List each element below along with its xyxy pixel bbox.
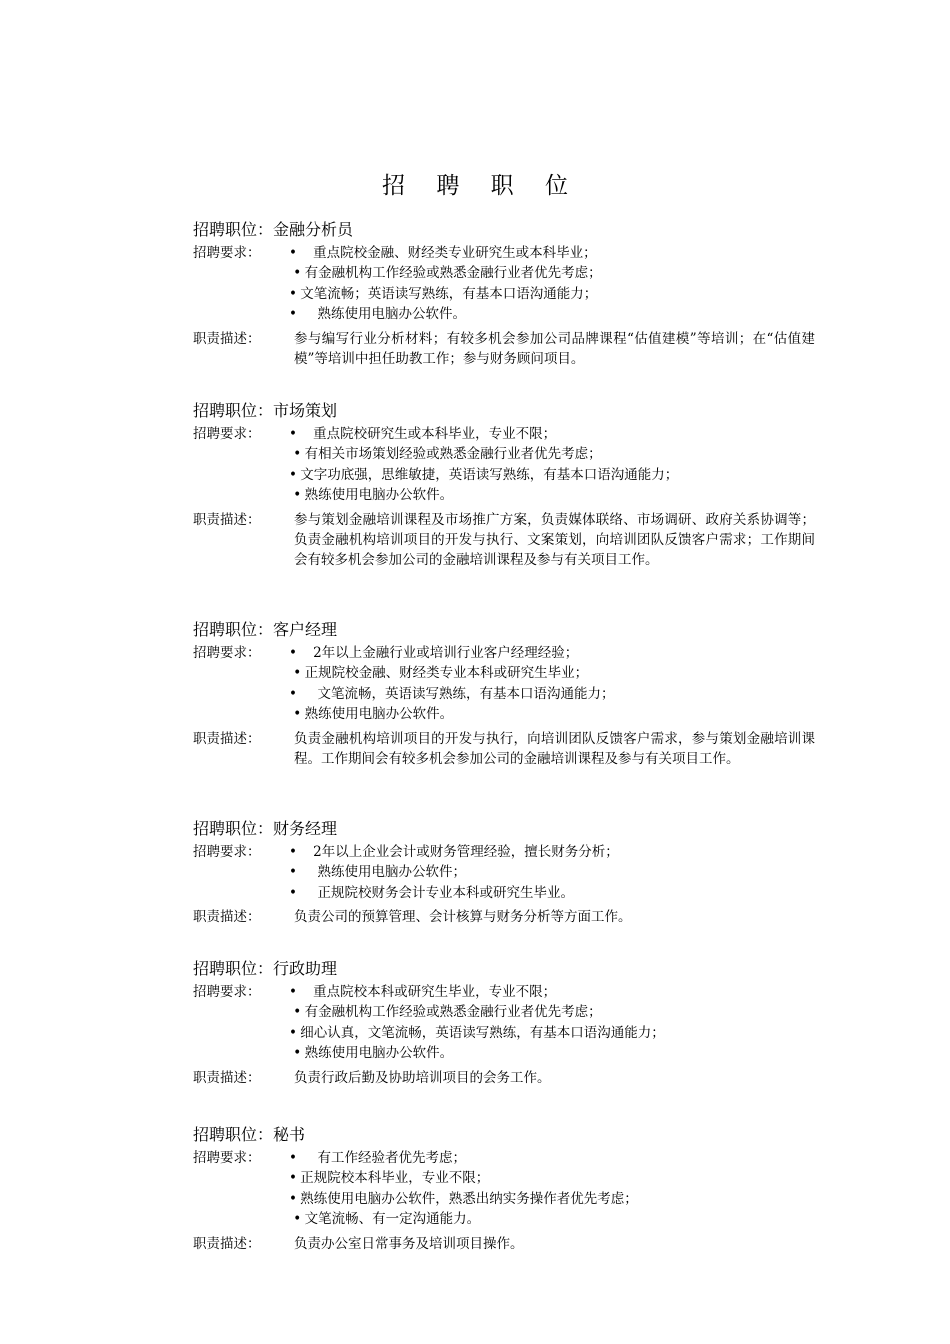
duties-label: 职责描述： xyxy=(193,1235,261,1252)
requirements-label: 招聘要求： xyxy=(193,1150,261,1166)
requirement-text: 熟练使用电脑办公软件，熟悉出纳实务操作者优先考虑； xyxy=(300,1190,638,1207)
duties-label: 职责描述： xyxy=(193,330,261,347)
list-item xyxy=(289,982,823,1002)
requirement-text: 正规院校金融、财经类专业本科或研究生毕业； xyxy=(304,665,589,682)
duties-text: 负责办公室日常事务及培训项目操作。 xyxy=(294,1235,524,1252)
position-section-finance-manager xyxy=(193,818,823,928)
list-item xyxy=(289,284,823,304)
position-heading xyxy=(193,400,823,422)
position-heading xyxy=(193,958,823,980)
requirement-text: 熟练使用电脑办公软件； xyxy=(317,864,466,881)
requirements-label: 招聘要求： xyxy=(193,245,261,261)
bullet-icon: • xyxy=(289,306,297,323)
list-item xyxy=(289,243,823,263)
list-item xyxy=(289,424,823,444)
bullet-icon: • xyxy=(289,245,297,261)
requirements-row xyxy=(193,842,823,903)
bullet-icon: • xyxy=(293,1004,302,1021)
requirements-label: 招聘要求： xyxy=(193,645,261,661)
position-section-account-manager xyxy=(193,619,823,769)
heading-prefix: 招聘职位： xyxy=(193,959,274,978)
bullet-icon: • xyxy=(293,487,302,504)
bullet-icon: • xyxy=(293,706,302,723)
position-name: 金融分析员 xyxy=(273,220,354,239)
position-section-secretary xyxy=(193,1124,823,1254)
heading-prefix: 招聘职位： xyxy=(193,819,274,838)
position-section-admin-assistant xyxy=(193,958,823,1088)
requirement-text: 熟练使用电脑办公软件。 xyxy=(304,1045,454,1062)
duties-label: 职责描述： xyxy=(193,730,261,747)
requirements-label: 招聘要求： xyxy=(193,984,261,1000)
bullet-icon: • xyxy=(289,1190,297,1207)
requirement-text: 有工作经验者优先考虑； xyxy=(317,1150,466,1166)
bullet-icon: • xyxy=(293,1045,302,1062)
requirement-text: 2年以上金融行业或培训行业客户经理经验； xyxy=(313,645,579,661)
list-item xyxy=(289,444,823,464)
list-item xyxy=(289,304,823,324)
list-item xyxy=(289,263,823,283)
list-item xyxy=(289,465,823,485)
requirements-label: 招聘要求： xyxy=(193,844,261,860)
position-heading xyxy=(193,818,823,840)
duties-text: 负责行政后勤及协助培训项目的会务工作。 xyxy=(294,1069,551,1086)
requirement-text: 重点院校金融、财经类专业研究生或本科毕业； xyxy=(313,245,597,261)
requirements-row xyxy=(193,643,823,725)
duties-row xyxy=(193,1068,823,1088)
bullet-icon: • xyxy=(293,446,302,463)
position-name: 秘书 xyxy=(273,1125,306,1144)
requirement-text: 熟练使用电脑办公软件。 xyxy=(304,706,454,723)
position-section-financial-analyst xyxy=(193,219,823,369)
list-item xyxy=(289,842,823,862)
list-item xyxy=(289,643,823,663)
requirement-text: 正规院校财务会计专业本科或研究生毕业。 xyxy=(317,884,574,901)
duties-label: 职责描述： xyxy=(193,1069,261,1086)
duties-text: 负责公司的预算管理、会计核算与财务分析等方面工作。 xyxy=(294,909,632,926)
bullet-icon: • xyxy=(289,466,297,483)
bullet-icon: • xyxy=(289,1024,297,1041)
requirements-row xyxy=(193,424,823,506)
requirement-text: 细心认真，文笔流畅，英语读写熟练，有基本口语沟通能力； xyxy=(300,1024,665,1041)
bullet-icon: • xyxy=(289,864,297,881)
requirement-text: 有金融机构工作经验或熟悉金融行业者优先考虑； xyxy=(304,1004,602,1021)
list-item xyxy=(289,684,823,704)
bullet-icon: • xyxy=(289,844,297,860)
list-item xyxy=(289,663,823,683)
requirements-label: 招聘要求： xyxy=(193,426,261,442)
list-item xyxy=(289,485,823,505)
requirement-text: 重点院校本科或研究生毕业，专业不限； xyxy=(313,984,557,1000)
position-name: 财务经理 xyxy=(273,819,338,838)
requirement-text: 文笔流畅、有一定沟通能力。 xyxy=(304,1211,481,1228)
requirement-text: 有相关市场策划经验或熟悉金融行业者优先考虑； xyxy=(304,446,602,463)
bullet-icon: • xyxy=(289,645,297,661)
position-heading xyxy=(193,219,823,241)
heading-prefix: 招聘职位： xyxy=(193,1125,274,1144)
bullet-icon: • xyxy=(289,426,297,442)
duties-text: 负责金融机构培训项目的开发与执行，向培训团队反馈客户需求，参与策划金融培训课程。工作期间会有较多机会参加公司的金融培训课程及参与有关项目工作。 xyxy=(294,730,815,767)
requirement-text: 文笔流畅；英语读写熟练，有基本口语沟通能力； xyxy=(300,285,598,302)
position-name: 客户经理 xyxy=(273,620,338,639)
bullet-icon: • xyxy=(289,685,297,702)
requirement-text: 熟练使用电脑办公软件。 xyxy=(304,487,454,504)
requirement-text: 有金融机构工作经验或熟悉金融行业者优先考虑； xyxy=(304,265,602,282)
duties-row xyxy=(193,1234,823,1254)
bullet-icon: • xyxy=(293,1211,302,1228)
bullet-icon: • xyxy=(289,984,297,1000)
position-heading xyxy=(193,619,823,641)
heading-prefix: 招聘职位： xyxy=(193,620,274,639)
position-name: 市场策划 xyxy=(273,401,338,420)
duties-text: 参与编写行业分析材料；有较多机会参加公司品牌课程“估值建模”等培训；在“估值建模”等培训中担任助教工作；参与财务顾问项目。 xyxy=(294,330,815,367)
position-name: 行政助理 xyxy=(273,959,338,978)
list-item xyxy=(289,1148,823,1168)
list-item xyxy=(289,1189,823,1209)
bullet-icon: • xyxy=(289,1170,297,1187)
list-item xyxy=(289,862,823,882)
requirements-row xyxy=(193,243,823,325)
bullet-icon: • xyxy=(289,285,297,302)
heading-prefix: 招聘职位： xyxy=(193,220,274,239)
heading-prefix: 招聘职位： xyxy=(193,401,274,420)
position-section-marketing-planner xyxy=(193,400,823,571)
list-item xyxy=(289,1023,823,1043)
list-item xyxy=(289,1209,823,1229)
duties-row xyxy=(193,729,823,770)
requirement-text: 重点院校研究生或本科毕业，专业不限； xyxy=(313,426,557,442)
requirement-text: 熟练使用电脑办公软件。 xyxy=(317,306,466,323)
list-item xyxy=(289,883,823,903)
requirement-text: 正规院校本科毕业，专业不限； xyxy=(300,1170,490,1187)
requirement-text: 文笔流畅，英语读写熟练，有基本口语沟通能力； xyxy=(317,685,615,702)
duties-row xyxy=(193,510,823,571)
requirement-text: 2年以上企业会计或财务管理经验，擅长财务分析； xyxy=(313,844,619,860)
list-item xyxy=(289,1043,823,1063)
duties-row xyxy=(193,907,823,927)
page-title: 招 聘 职 位 xyxy=(382,173,580,199)
bullet-icon: • xyxy=(289,1150,297,1166)
duties-label: 职责描述： xyxy=(193,909,261,926)
bullet-icon: • xyxy=(289,884,297,901)
duties-row xyxy=(193,329,823,370)
bullet-icon: • xyxy=(293,665,302,682)
duties-label: 职责描述： xyxy=(193,511,261,528)
list-item xyxy=(289,704,823,724)
duties-text: 参与策划金融培训课程及市场推广方案，负责媒体联络、市场调研、政府关系协调等；负责金融机构培训项目的开发与执行、文案策划，向培训团队反馈客户需求；工作期间会有较多机会参加公司的金融培训课程及参与有关项目工作。 xyxy=(294,511,815,569)
requirement-text: 文字功底强，思维敏捷，英语读写熟练，有基本口语沟通能力； xyxy=(300,466,679,483)
list-item xyxy=(289,1168,823,1188)
position-heading xyxy=(193,1124,823,1146)
requirements-row xyxy=(193,1148,823,1230)
list-item xyxy=(289,1002,823,1022)
bullet-icon: • xyxy=(293,265,302,282)
requirements-row xyxy=(193,982,823,1064)
